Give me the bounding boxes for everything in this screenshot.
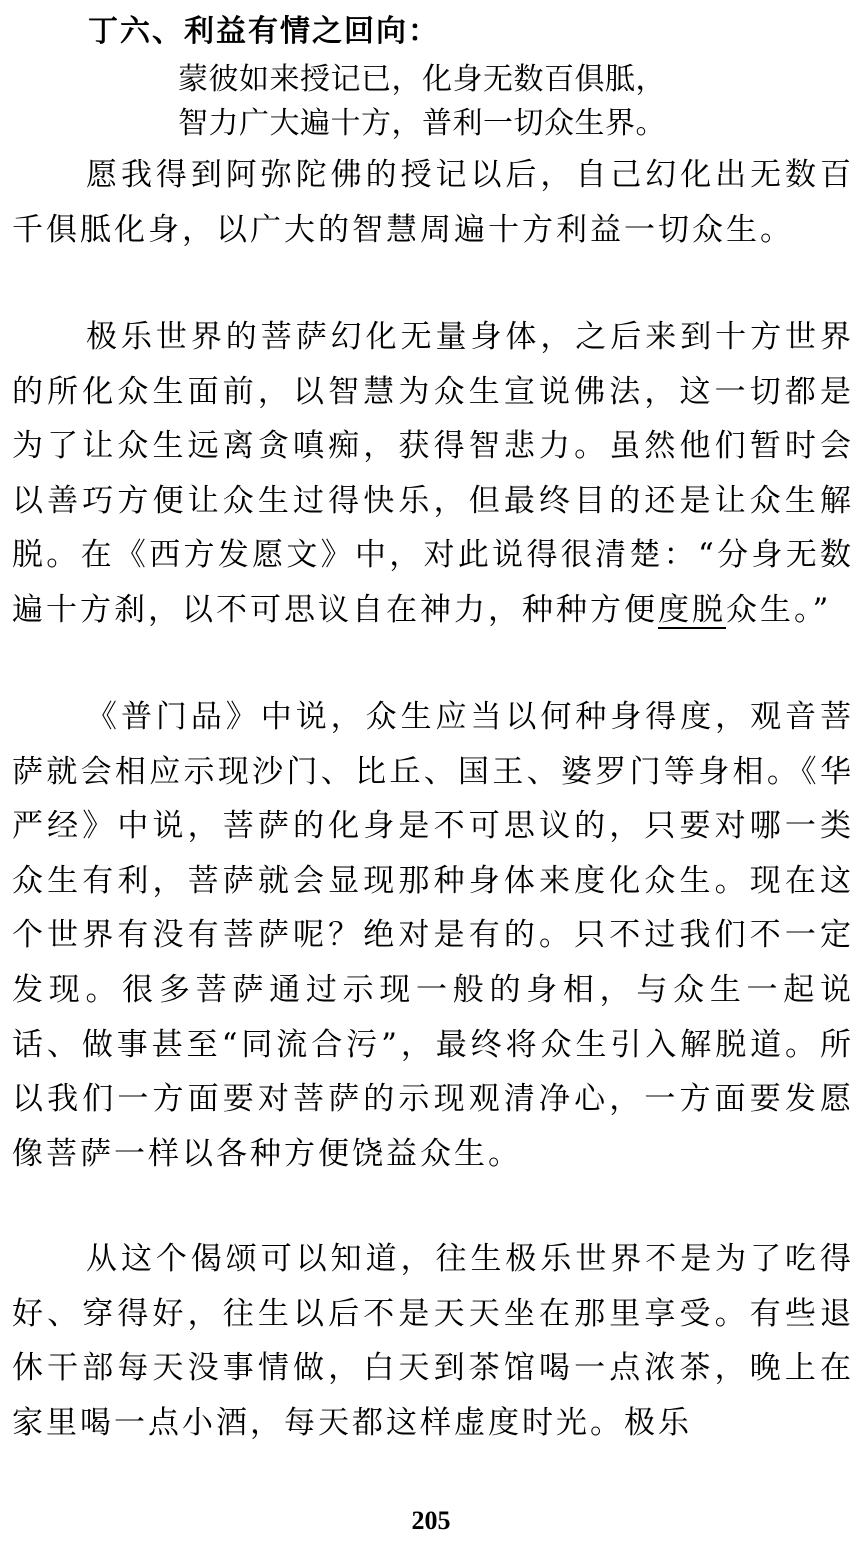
paragraph-1: 愿我得到阿弥陀佛的授记以后，自己幻化出无数百千俱胝化身，以广大的智慧周遍十方利益一切众生。 [12,157,854,248]
verse-line-2: 智力广大遍十方，普利一切众生界。 [178,106,666,141]
paragraph-3: 《普门品》中说，众生应当以何种身得度，观音菩萨就会相应示现沙门、比丘、国王、婆罗门等身相。《华严经》中说，菩萨的化身是不可思议的，只要对哪一类众生有利，菩萨就会显现那种身体来度化众生。现在这个世界有没有菩萨呢？绝对是有的。只不过我们不一定发现。很多菩萨通过示现一般的身相，与众生一起说话、做事甚至“同流合污”，最终将众生引入解脱道。所以我们一方面要对菩萨的示现观清净心，一方面要发愿像菩萨一样以各种方便饶益众生。 [12,699,854,1172]
page-number: 205 [411,1506,451,1535]
paragraph-2-text-b: 众生。” [726,591,832,628]
paragraph-4: 从这个偈颂可以知道，往生极乐世界不是为了吃得好、穿得好，往生以后不是天天坐在那里享受。有些退休干部每天没事情做，白天到茶馆喝一点浓茶，晚上在家里喝一点小酒，每天都这样虚度时光。极乐 [12,1241,854,1441]
paragraph-2 [12,310,854,638]
underlined-term: 度脱 [658,591,726,628]
verse-line-1: 蒙彼如来授记已，化身无数百俱胝， [178,62,666,97]
section-heading: 丁六、利益有情之回向： [88,14,440,49]
paragraph-2-text-a: 极乐世界的菩萨幻化无量身体，之后来到十方世界的所化众生面前，以智慧为众生宣说佛法，这一切都是为了让众生远离贪嗔痴，获得智悲力。虽然他们暂时会以善巧方便让众生过得快乐，但最终目的还是让众生解脱。在《西方发愿文》中，对此说得很清楚：“分身无数遍十方刹，以不可思议自在神力，种种方便 [12,319,854,628]
